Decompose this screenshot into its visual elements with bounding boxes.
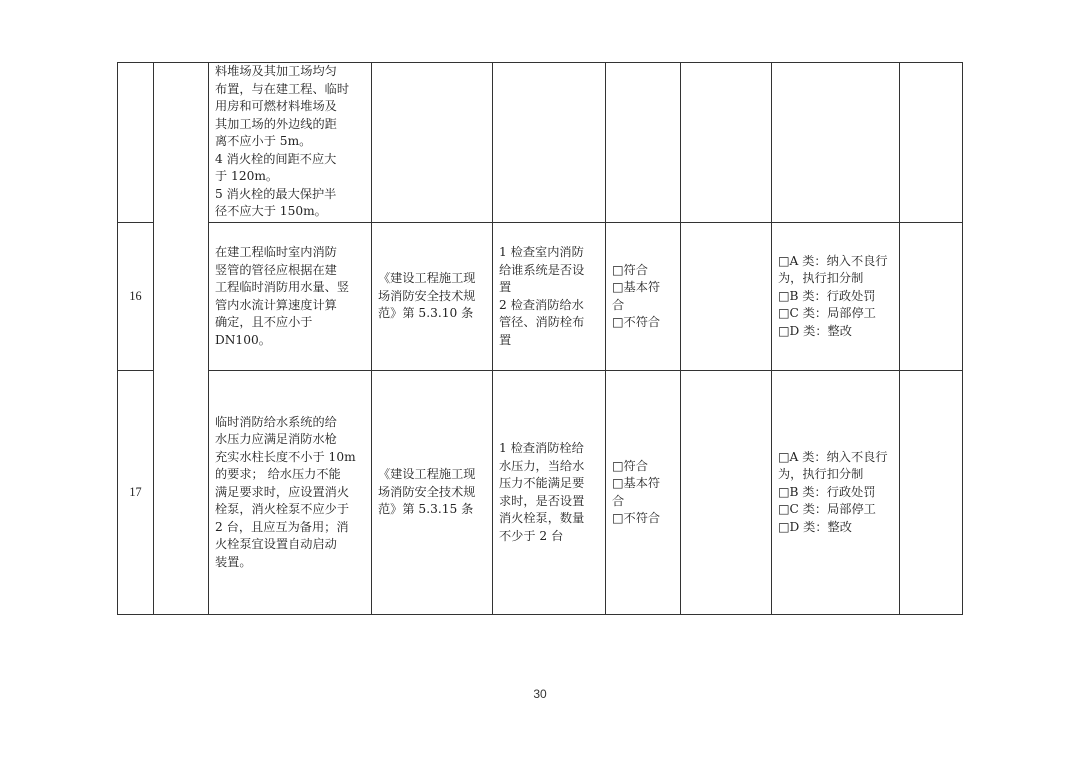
result-cell	[606, 223, 681, 371]
requirement-text: 料堆场及其加工场均匀 布置，与在建工程、临时 用房和可燃材料堆场及 其加工场的外边线的距 离不应小于 5m。 4 消火栓的间距不应大 于 120m。 5 消火栓的最大保护半 径不应大于 150m。	[215, 64, 350, 218]
requirement-cell	[209, 63, 372, 223]
handling-cell	[772, 63, 900, 223]
basis-cell	[372, 223, 493, 371]
basis-text: 《建设工程施工现 场消防安全技术规 范》第 5.3.10 条	[378, 271, 476, 321]
handling-cell	[772, 223, 900, 371]
result-options: □符合 □基本符 合 □不符合	[612, 458, 661, 525]
requirement-cell	[209, 371, 372, 615]
basis-cell	[372, 371, 493, 615]
basis-cell	[372, 63, 493, 223]
method-cell	[493, 371, 606, 615]
row-number: 17	[118, 371, 154, 615]
method-cell	[493, 63, 606, 223]
requirement-text: 在建工程临时室内消防 竖管的管径应根据在建 工程临时消防用水量、竖 管内水流计算速度计算 确定，且不应小于 DN100。	[215, 245, 350, 347]
category-cell	[154, 63, 209, 615]
method-cell	[493, 223, 606, 371]
blank-cell	[681, 223, 772, 371]
basis-text: 《建设工程施工现 场消防安全技术规 范》第 5.3.15 条	[378, 467, 476, 517]
remark-cell	[900, 223, 963, 371]
table-row	[118, 371, 963, 615]
inspection-table	[117, 62, 963, 615]
method-text: 1 检查消防栓给 水压力，当给水 压力不能满足要 求时，是否设置 消火栓泵，数量 不少于 2 台	[499, 441, 585, 543]
method-text: 1 检查室内消防 给谁系统是否设 置 2 检查消防给水 管径、消防栓布 置	[499, 245, 585, 347]
handling-options: □A 类：纳入不良行 为，执行扣分制 □B 类：行政处罚 □C 类：局部停工 □D 类：整改	[778, 449, 888, 534]
handling-options: □A 类：纳入不良行 为，执行扣分制 □B 类：行政处罚 □C 类：局部停工 □D 类：整改	[778, 253, 888, 338]
table-row	[118, 223, 963, 371]
result-cell	[606, 63, 681, 223]
blank-cell	[681, 63, 772, 223]
row-number-cell	[118, 63, 154, 223]
row-number: 16	[118, 223, 154, 371]
page-number: 30	[533, 687, 547, 701]
handling-cell	[772, 371, 900, 615]
blank-cell	[681, 371, 772, 615]
remark-cell	[900, 371, 963, 615]
result-options: □符合 □基本符 合 □不符合	[612, 262, 661, 329]
requirement-text: 临时消防给水系统的给 水压力应满足消防水枪 充实水柱长度不小于 10m 的要求； 给水压力不能 满足要求时，应设置消火 栓泵，消火栓泵不应少于 2 台，且应互为备用；消 火栓泵宜设置自动启动 装置。	[215, 414, 356, 569]
remark-cell	[900, 63, 963, 223]
requirement-cell	[209, 223, 372, 371]
result-cell	[606, 371, 681, 615]
table-row	[118, 63, 963, 223]
